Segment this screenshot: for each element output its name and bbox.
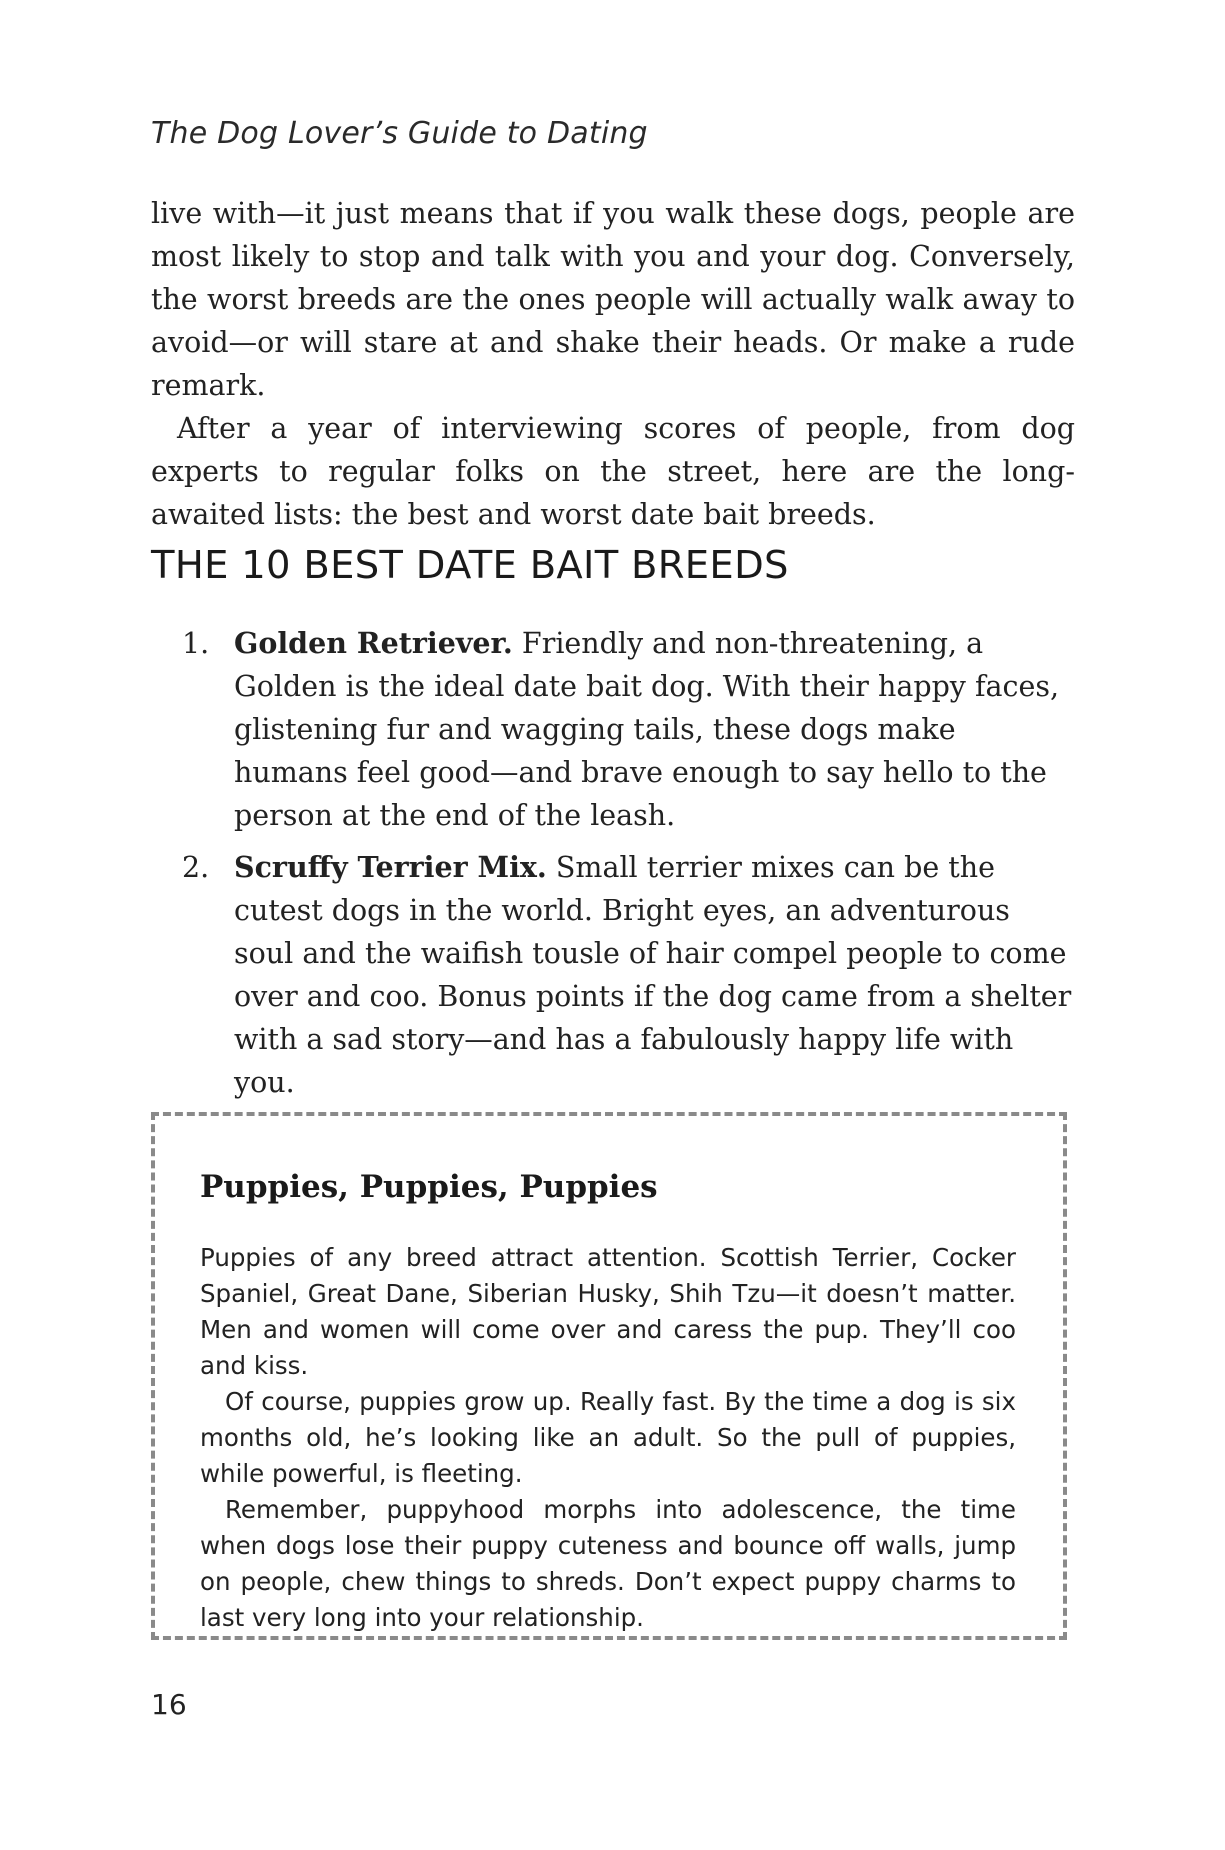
sidebar-paragraph: Puppies of any breed attract attention. Scottish Terrier, Cocker Spaniel, Great Dane, Siberian Husky, Shih Tzu—it doesn’t matter. Men and women will come over and caress the pup. They’ll coo and kiss. (200, 1243, 1016, 1380)
page-number: 16 (151, 1688, 187, 1721)
sidebar-box (151, 1112, 1067, 1640)
section-heading: THE 10 BEST DATE BAIT BREEDS (151, 543, 789, 588)
list-item (151, 846, 1075, 1104)
book-page (151, 0, 1075, 1850)
breed-description: Friendly and non-threatening, a Golden is the ideal date bait dog. With their happy faces, glistening fur and wagging tails, these dogs make humans feel good—and brave enough to say hello to the person at the end of the leash. (234, 627, 1060, 832)
breed-name: Scruffy Terrier Mix. (234, 850, 547, 884)
sidebar-title: Puppies, Puppies, Puppies (200, 1169, 658, 1205)
body-paragraph: After a year of interviewing scores of people, from dog experts to regular folks on the street, here are the long-awaited lists: the best and worst date bait breeds. (151, 412, 1075, 531)
list-item-number: 1. (182, 627, 210, 660)
body-text (151, 192, 1075, 536)
sidebar-body (200, 1240, 1016, 1636)
list-item (151, 622, 1075, 837)
sidebar-paragraph: Remember, puppyhood morphs into adolescence, the time when dogs lose their puppy cuteness and bounce off walls, jump on people, chew things to shreds. Don’t expect puppy charms to last very long into your relationship. (200, 1495, 1016, 1632)
sidebar-paragraph: Of course, puppies grow up. Really fast. By the time a dog is six months old, he’s looking like an adult. So the pull of puppies, while powerful, is fleeting. (200, 1387, 1016, 1488)
body-paragraph: live with—it just means that if you walk these dogs, people are most likely to stop and talk with you and your dog. Conversely, the worst breeds are the ones people will actually walk away to avoid—or will stare at and shake their heads. Or make a rude remark. (151, 197, 1075, 402)
list-item-number: 2. (182, 851, 210, 884)
breed-description: Small terrier mixes can be the cutest dogs in the world. Bright eyes, an adventurous soul and the waifish tousle of hair compel people to come over and coo. Bonus points if the dog came from a shelter with a sad story—and has a fabulously happy life with you. (234, 851, 1072, 1099)
running-head: The Dog Lover’s Guide to Dating (151, 116, 648, 151)
breed-name: Golden Retriever. (234, 626, 513, 660)
breed-list (151, 622, 1075, 1113)
